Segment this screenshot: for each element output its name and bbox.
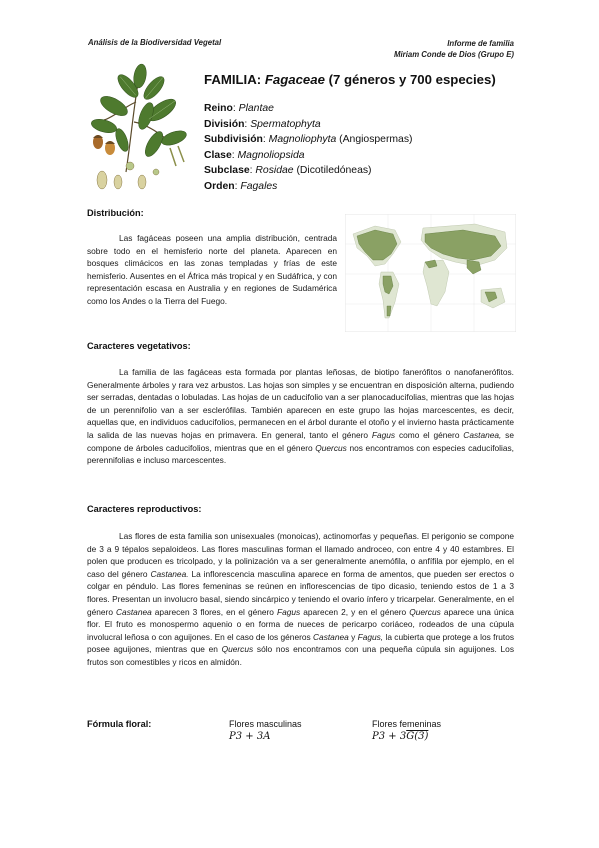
genus-name: Castanea, [463,429,502,440]
header-course-title: Análisis de la Biodiversidad Vegetal [88,38,222,47]
header-report-info [394,38,514,60]
catkin-icons [170,146,184,166]
genus-name: Castanea [313,631,349,642]
rank-label: Subclase [204,165,250,177]
genus-name: Quercus [221,644,254,655]
rank-value: Spermatophyta [250,118,321,130]
taxonomy-row-division: División: Spermatophyta [204,118,321,130]
family-name: Fagaceae [264,72,325,87]
vegetative-heading: Caracteres vegetativos: [87,341,191,351]
leaves [90,63,188,159]
formula-male-label: Flores masculinas [229,719,302,729]
rank-label: Orden [204,180,235,192]
genus-name: Fagus [277,606,301,617]
rank-extra: (Dicotiledóneas) [296,165,372,177]
genus-name: Castanea [116,606,152,617]
rank-value: Magnoliopsida [237,149,305,161]
floral-formula-heading: Fórmula floral: [87,719,152,729]
family-label: FAMILIA: [204,72,262,87]
fruit-detail-icons [97,162,159,189]
taxonomy-row-clase: Clase: Magnoliopsida [204,149,305,161]
formula-female-expression: P3 + 3G(3) [372,731,429,742]
taxonomy-row-subdivision: Subdivisión: Magnoliophyta (Angiospermas) [204,134,413,146]
reproductive-heading: Caracteres reproductivos: [87,504,202,514]
reproductive-paragraph: Las flores de esta familia son unisexuales (monoicas), actinomorfas y pequeñas. El perigonio se compone de 3 a 9 tépalos sepaloideos. Las flores masculinas forman el llamado androceo, con entre 4 y 40 estambres. El polen que producen es tricolpado, y la polinización va a ser generalmente anemófila, o anfífila por ejemplo, en el caso del género Castanea. La inflorescencia masculina aparece en forma de amentos, que pueden ser erectos o colgar en péndulo. Las flores femeninas se reúnen en inflorescencias de tipo dicasio, teniendo estos de 1 a 3 flores. Presentan un involucro basal, siendo sincárpico y teniendo el ovario ínfero y tricarpelar. Generalmente, en el género Castanea aparecen 3 flores, en el género Fagus aparecen 2, y en el género Quercus aparece una única flor. El fruto es monospermo aquenio o en forma de nueces de pericarpo coriáceo, rodeados de una cúpula involucral leñosa o con aguijones. En el caso de los géneros Castanea y Fagus, la cubierta que protege a los frutos posee aguijones, mientras que en Quercus sólo nos encontramos con una pequeña cúpula sin aguijones. Los frutos son comestibles y ricos en almidón. [87,531,515,667]
formula-female-label: Flores femeninas [372,719,442,729]
genus-name: Quercus [409,606,441,617]
taxonomy-list [204,101,413,195]
distribution-heading: Distribución: [87,208,144,218]
rank-label: Subdivisión [204,134,263,146]
taxonomy-row-subclase: Subclase: Rosidae (Dicotiledóneas) [204,165,372,177]
distribution-map [345,214,516,332]
family-title [204,72,496,87]
rank-value: Rosidae [255,165,294,177]
taxonomy-row-reino: Reino: Plantae [204,103,274,114]
acorn-icons [93,135,115,155]
rank-label: Reino [204,103,233,114]
taxonomy-row-orden: Orden: Fagales [204,180,278,192]
vegetative-paragraph: La familia de las fagáceas esta formada por plantas leñosas, de biotipo fanerófitos o nanofanerófitos. Generalmente árboles y rara vez arbustos. Las hojas son simples y se encuentran en disposición alterna, pudiendo ser serradas, dentadas o lobuladas. Las hojas de un caducifolio van a ser planocaducifolias, mientras que las hojas de un perennifolio van a ser esclerófilas. También aparecen en este grupo las hojas marcescentes, es decir, aquellas que, en individuos caducifolios, permanecen en el árbol durante el otoño y el invierno hasta prácticamente la salida de las nuevas hojas en primavera. En general, tanto el género Fagus como el género Castanea, se compone de árboles caducifolios, mientras que en el género Quercus nos encontramos con especies caducifolias, perennifolias e incluso marcescentes. [87,367,514,466]
formula-male [229,719,302,742]
distribution-paragraph: Las fagáceas poseen una amplia distribución, centrada sobre todo en el hemisferio norte del planeta. Aparecen en bosques climácicos en las zonas templadas y frías de este hemisferio. Ausentes en el África más tropical y en Sudáfrica, y con representación escasa en Australia y en regiones de Sudamérica como los Andes o la Tierra del Fuego. [87,233,337,306]
family-detail: (7 géneros y 700 especies) [328,72,496,87]
rank-label: División [204,118,245,130]
rank-value: Fagales [240,180,278,192]
botanical-illustration [84,62,196,198]
rank-extra: (Angiospermas) [339,134,413,146]
header-report-type: Informe de familia [447,39,514,48]
rank-value: Magnoliophyta [268,134,337,146]
formula-male-expression: P3 + 3A [229,731,271,742]
header-author: Miriam Conde de Dios (Grupo E) [394,50,514,59]
genus-name: Fagus, [357,631,384,642]
genus-name: Quercus [315,442,347,453]
rank-value: Plantae [238,103,274,114]
rank-label: Clase [204,149,232,161]
genus-name: Fagus [371,429,396,440]
inferior-ovary-notation: G(3) [406,731,429,742]
formula-female [372,719,441,742]
genus-name: Castanea. [150,568,189,579]
